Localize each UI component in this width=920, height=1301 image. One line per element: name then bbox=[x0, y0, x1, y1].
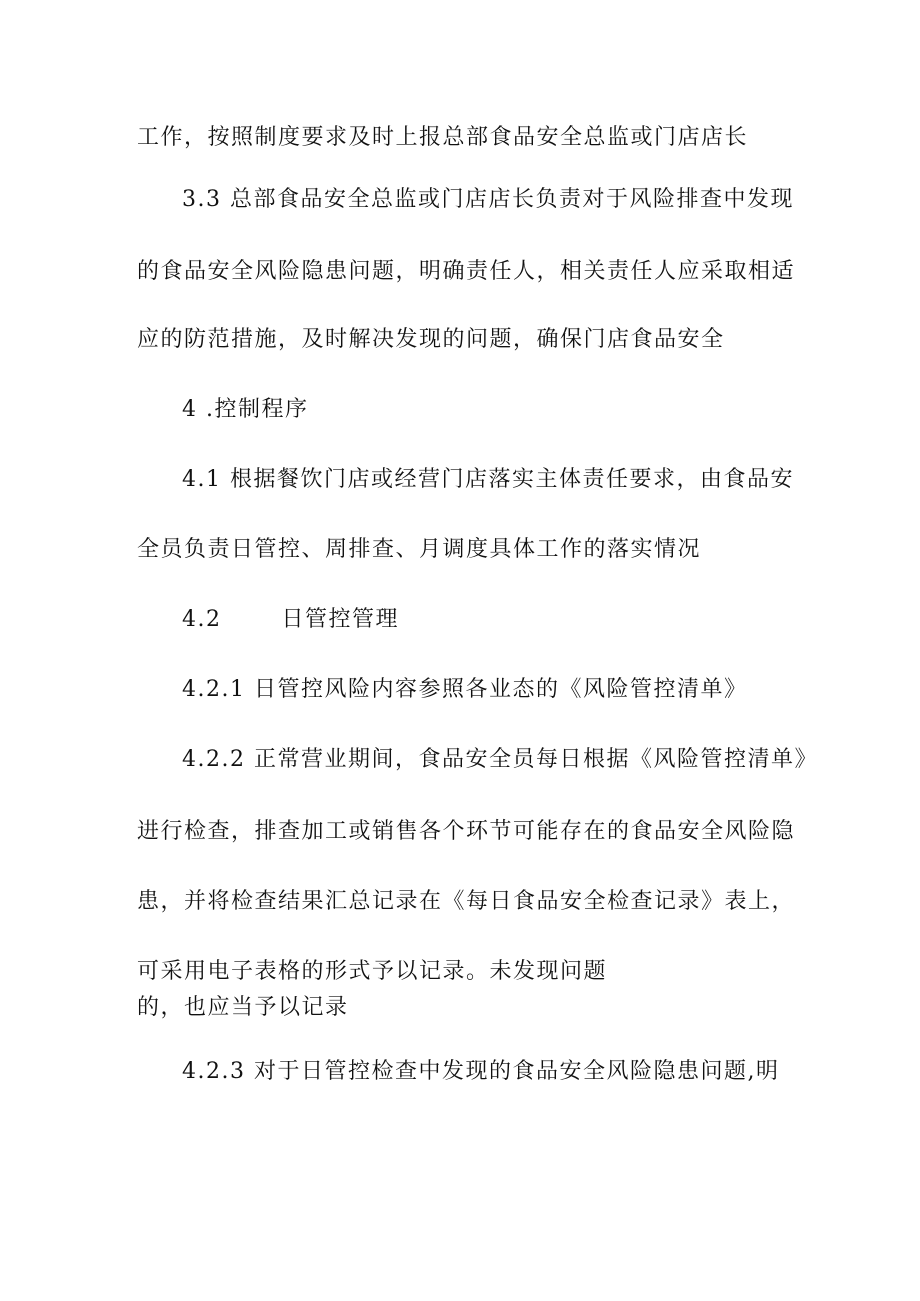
paragraph-line: 4.2.2 正常营业期间，食品安全员每日根据《风险管控清单》 bbox=[182, 747, 818, 772]
paragraph-line: 应的防范措施，及时解决发现的问题，确保门店食品安全 bbox=[137, 327, 725, 352]
paragraph-line: 4.2.3 对于日管控检查中发现的食品安全风险隐患问题,明 bbox=[182, 1059, 780, 1084]
paragraph-line: 的食品安全风险隐患问题，明确责任人，相关责任人应采取相适 bbox=[137, 259, 796, 284]
subsection-heading bbox=[182, 606, 399, 634]
paragraph-line: 的，也应当予以记录 bbox=[137, 995, 349, 1020]
paragraph-line: 全员负责日管控、周排查、月调度具体工作的落实情况 bbox=[137, 537, 702, 562]
paragraph-line: 进行检查，排查加工或销售各个环节可能存在的食品安全风险隐 bbox=[137, 819, 796, 844]
paragraph-line: 可采用电子表格的形式予以记录。未发现问题 bbox=[137, 959, 608, 984]
subsection-number: 4.2 bbox=[182, 607, 222, 632]
paragraph-line: 3.3 总部食品安全总监或门店店长负责对于风险排查中发现 bbox=[182, 187, 794, 212]
section-heading: 4 .控制程序 bbox=[182, 397, 309, 422]
paragraph-line: 4.1 根据餐饮门店或经营门店落实主体责任要求，由食品安 bbox=[182, 467, 794, 492]
subsection-title: 日管控管理 bbox=[281, 607, 400, 632]
paragraph-line: 4.2.1 日管控风险内容参照各业态的《风险管控清单》 bbox=[182, 677, 748, 702]
paragraph-line: 工作，按照制度要求及时上报总部食品安全总监或门店店长 bbox=[137, 125, 749, 150]
paragraph-line: 患，并将检查结果汇总记录在《每日食品安全检查记录》表上， bbox=[137, 889, 796, 914]
